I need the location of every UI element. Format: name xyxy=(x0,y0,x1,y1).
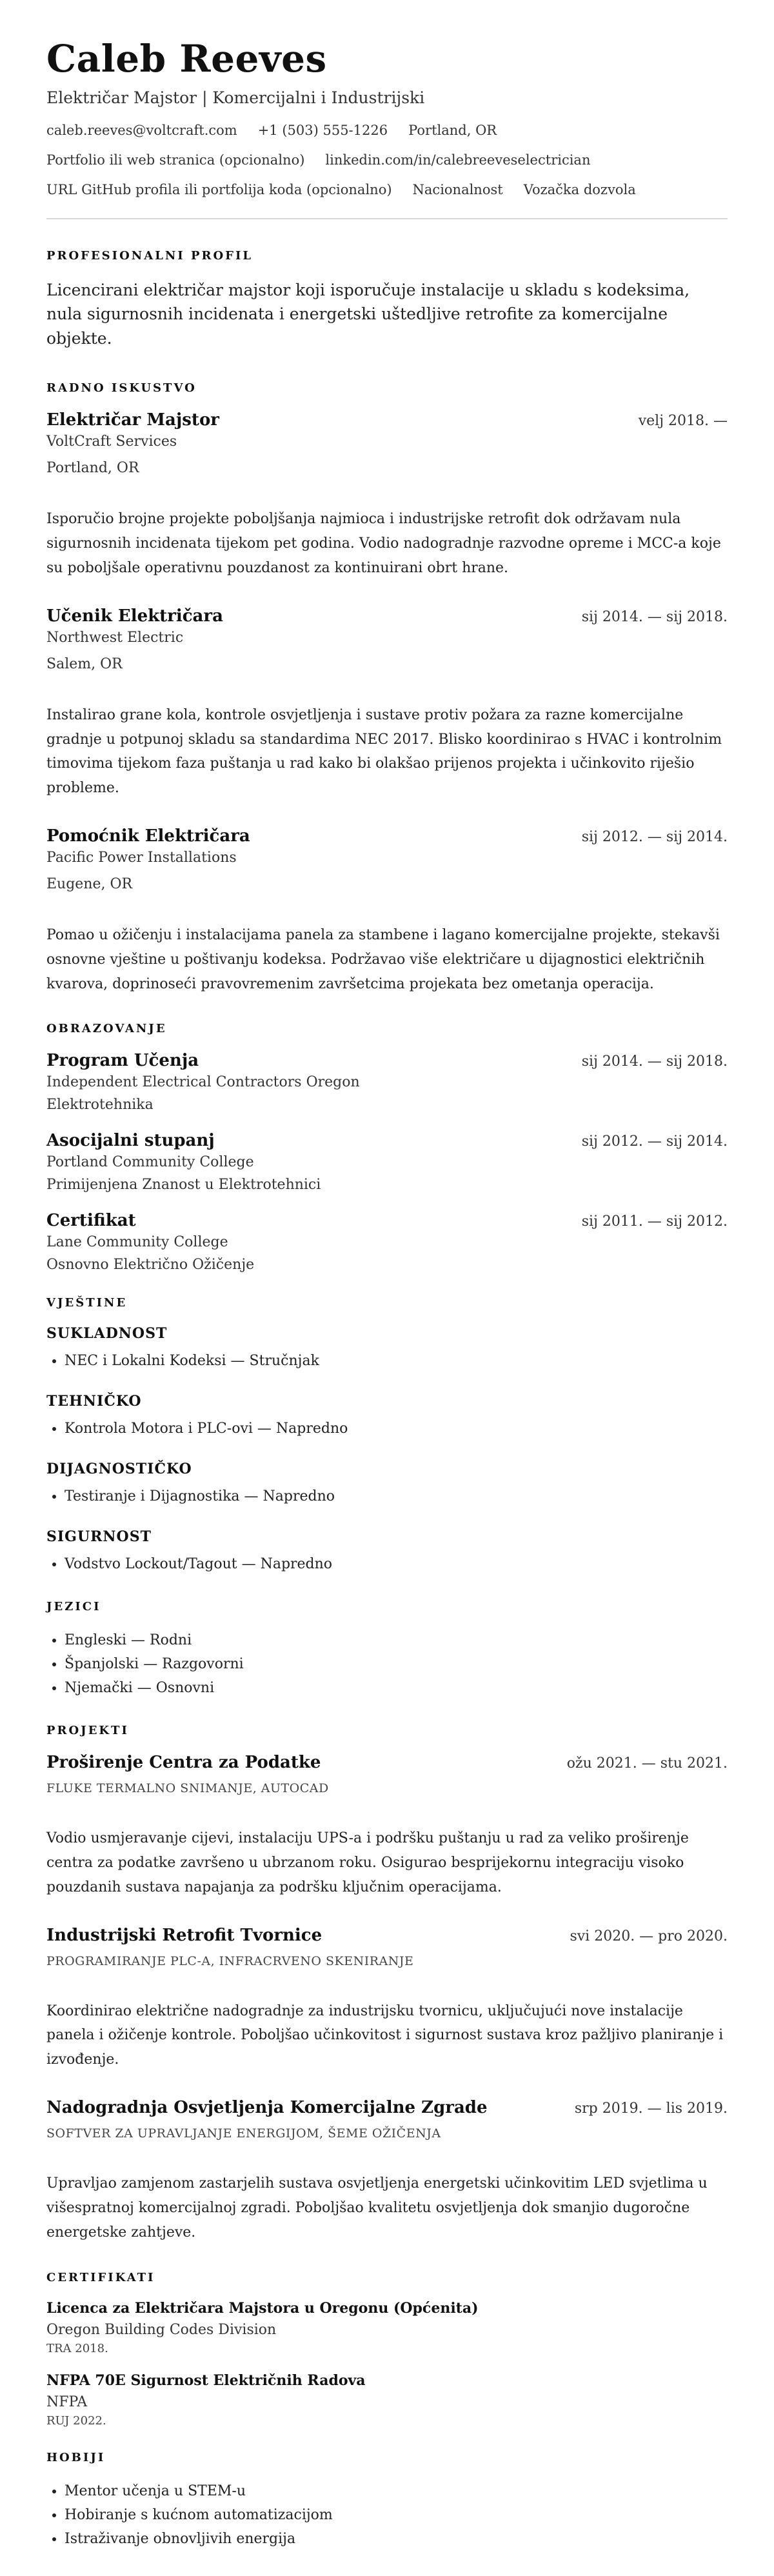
skill-item: • Testiranje i Dijagnostika — Napredno xyxy=(64,1485,728,1509)
language-item: • Engleski — Rodni xyxy=(64,1629,728,1653)
contact-email[interactable]: caleb.reeves@voltcraft.com xyxy=(46,122,237,138)
project-entry xyxy=(46,1926,728,2072)
project-title: Industrijski Retrofit Tvornice xyxy=(46,1925,322,1945)
job-company: Northwest Electric xyxy=(46,629,184,646)
skill-group xyxy=(46,1528,728,1577)
skill-group xyxy=(46,1325,728,1373)
education-school: Independent Electrical Contractors Oregon xyxy=(46,1074,360,1091)
summary-text: Licencirani električar majstor koji isporučuje instalacije u skladu s kodeksima, nula sigurnosnih incidenata i energetski uštedljive retrofite za komercijalne objekte. xyxy=(46,280,690,348)
certificate-issuer: NFPA xyxy=(46,2393,88,2410)
project-title: Proširenje Centra za Podatke xyxy=(46,1753,321,1773)
education-degree: Certifikat xyxy=(46,1211,136,1231)
contact-nationality: Nacionalnost xyxy=(412,181,503,197)
contact-portfolio[interactable]: Portfolio ili web stranica (opcionalno) xyxy=(46,152,305,168)
certificates-title: CERTIFIKATI xyxy=(46,2270,155,2284)
certificate-entry xyxy=(46,2372,728,2428)
contact-phone[interactable]: +1 (503) 555-1226 xyxy=(257,122,388,138)
hobbies-title: HOBIJI xyxy=(46,2450,106,2464)
education-field: Elektrotehnika xyxy=(46,1097,154,1113)
education-degree: Program Učenja xyxy=(46,1051,199,1071)
contact-line-extra xyxy=(46,182,728,197)
skill-item: • Vodstvo Lockout/Tagout — Napredno xyxy=(64,1553,728,1577)
language-item: • Njemački — Osnovni xyxy=(64,1677,728,1701)
education-date: sij 2014. — sij 2018. xyxy=(581,1053,728,1070)
summary-section xyxy=(46,249,728,351)
skill-group xyxy=(46,1393,728,1441)
skills-section xyxy=(46,1296,728,1577)
job-entry xyxy=(46,410,728,580)
education-entry xyxy=(46,1131,728,1193)
contact-line-links xyxy=(46,152,728,168)
certificate-date: RUJ 2022. xyxy=(46,2413,106,2428)
language-item: • Španjolski — Razgovorni xyxy=(64,1653,728,1677)
skill-item: • Kontrola Motora i PLC-ovi — Napredno xyxy=(64,1417,728,1441)
education-school: Lane Community College xyxy=(46,1234,228,1251)
project-description: Vodio usmjeravanje cijevi, instalaciju UPS-a i podršku puštanju u rad za veliko proširenje centra za podatke završeno u ubrzanom roku. Osigurao besprijekornu integraciju visoko pouzdanih sustava napajanja za podršku ključnim operacijama. xyxy=(46,1830,689,1895)
resume-header xyxy=(46,37,728,197)
project-tech: FLUKE TERMALNO SNIMANJE, AUTOCAD xyxy=(46,1781,329,1796)
skill-group-title: TEHNIČKO xyxy=(46,1393,142,1410)
contact-linkedin[interactable]: linkedin.com/in/calebreeveselectrician xyxy=(325,152,591,168)
skill-group-title: SIGURNOST xyxy=(46,1528,152,1546)
job-date: sij 2012. — sij 2014. xyxy=(581,828,728,845)
education-field: Primijenjena Znanost u Elektrotehnici xyxy=(46,1177,321,1193)
job-company: Pacific Power Installations xyxy=(46,849,237,866)
project-tech: PROGRAMIRANJE PLC-A, INFRACRVENO SKENIRANJE xyxy=(46,1953,414,1968)
hobby-item: • Hobiranje s kućnom automatizacijom xyxy=(64,2504,728,2528)
job-entry xyxy=(46,826,728,996)
summary-title: PROFESIONALNI PROFIL xyxy=(46,248,253,263)
projects-title: PROJEKTI xyxy=(46,1724,129,1738)
certificate-entry xyxy=(46,2300,728,2355)
project-description: Koordinirao električne nadogradnje za industrijsku tvornicu, uključujući nove instalacije panela i ožičenje kontrole. Poboljšao učinkovitost i sigurnost sustava kroz pažljivo planiranje i izvođenje. xyxy=(46,2002,724,2068)
project-date: ožu 2021. — stu 2021. xyxy=(566,1755,728,1772)
job-entry xyxy=(46,606,728,801)
education-date: sij 2011. — sij 2012. xyxy=(581,1213,728,1230)
job-description: Pomao u ožičenju i instalacijama panela za stambene i lagano komercijalne projekte, stekavši osnovne vještine u poštivanju kodeksa. Podržavao više električare u dijagnostici električnih kvarova, doprinoseći pravovremenim završetcima projekata bez ometanja operacija. xyxy=(46,926,720,992)
experience-section xyxy=(46,381,728,996)
candidate-headline: Električar Majstor | Komercijalni i Industrijski xyxy=(46,88,425,107)
education-entry xyxy=(46,1211,728,1273)
job-title: Električar Majstor xyxy=(46,410,219,430)
hobby-item: • Istraživanje obnovljivih energija xyxy=(64,2528,728,2551)
job-location: Eugene, OR xyxy=(46,875,133,892)
education-title: OBRAZOVANJE xyxy=(46,1022,167,1036)
project-tech: SOFTVER ZA UPRAVLJANJE ENERGIJOM, ŠEME OŽIČENJA xyxy=(46,2126,441,2141)
languages-section xyxy=(46,1600,728,1701)
education-entry xyxy=(46,1051,728,1113)
job-date: sij 2014. — sij 2018. xyxy=(581,608,728,625)
job-description: Instalirao grane kola, kontrole osvjetljenja i sustave protiv požara za razne komercijalne gradnje u potpunoj skladu sa standardima NEC 2017. Blisko koordinirao s HVAC i kontrolnim timovima tijekom faza puštanja u rad kako bi olakšao prijenos projekta i učinkovito riješio probleme. xyxy=(46,706,722,797)
skill-group xyxy=(46,1461,728,1509)
job-title: Pomoćnik Električara xyxy=(46,826,250,846)
project-title: Nadogradnja Osvjetljenja Komercijalne Zgrade xyxy=(46,2098,488,2118)
certificate-date: TRA 2018. xyxy=(46,2341,108,2355)
contact-line-primary xyxy=(46,123,728,138)
project-entry xyxy=(46,1753,728,1899)
education-school: Portland Community College xyxy=(46,1154,254,1171)
job-company: VoltCraft Services xyxy=(46,434,177,450)
job-location: Salem, OR xyxy=(46,655,123,672)
education-field: Osnovno Električno Ožičenje xyxy=(46,1257,255,1273)
project-date: svi 2020. — pro 2020. xyxy=(570,1928,728,1944)
contact-github[interactable]: URL GitHub profila ili portfolija koda (opcionalno) xyxy=(46,181,392,197)
skill-group-title: DIJAGNOSTIČKO xyxy=(46,1461,192,1478)
skill-item: • NEC i Lokalni Kodeksi — Stručnjak xyxy=(64,1350,728,1373)
languages-title: JEZICI xyxy=(46,1600,101,1614)
certificate-name: NFPA 70E Sigurnost Električnih Radova xyxy=(46,2371,366,2389)
education-date: sij 2012. — sij 2014. xyxy=(581,1133,728,1150)
hobby-item: • Mentor učenja u STEM-u xyxy=(64,2480,728,2504)
project-entry xyxy=(46,2098,728,2244)
certificate-name: Licenca za Električara Majstora u Oregonu (Općenita) xyxy=(46,2299,479,2317)
skills-title: VJEŠTINE xyxy=(46,1296,128,1310)
experience-title: RADNO ISKUSTVO xyxy=(46,381,197,395)
candidate-name: Caleb Reeves xyxy=(46,37,327,81)
education-section xyxy=(46,1022,728,1273)
certificates-section xyxy=(46,2271,728,2428)
project-date: srp 2019. — lis 2019. xyxy=(574,2101,728,2117)
certificate-issuer: Oregon Building Codes Division xyxy=(46,2321,277,2338)
contact-location: Portland, OR xyxy=(408,122,497,138)
job-title: Učenik Električara xyxy=(46,606,223,626)
project-description: Upravljao zamjenom zastarjelih sustava osvjetljenja energetski učinkovitim LED svjetlima u višespratnoj komercijalnoj zgradi. Poboljšao kvalitetu osvjetljenja dok smanjio dugoročne energetske zahtjeve. xyxy=(46,2175,708,2241)
job-date: velj 2018. — xyxy=(638,413,728,430)
skill-group-title: SUKLADNOST xyxy=(46,1325,168,1343)
header-divider xyxy=(46,218,728,219)
hobbies-section xyxy=(46,2451,728,2551)
job-description: Isporučio brojne projekte poboljšanja najmioca i industrijske retrofit dok održavam nula sigurnosnih incidenata tijekom pet godina. Vodio nadogradnje razvodne opreme i MCC-a koje su poboljšale operativnu pouzdanost za kontinuirani obrt hrane. xyxy=(46,511,721,576)
education-degree: Asocijalni stupanj xyxy=(46,1131,215,1151)
contact-driving-license: Vozačka dozvola xyxy=(523,181,636,197)
projects-section xyxy=(46,1724,728,2244)
job-location: Portland, OR xyxy=(46,460,139,477)
